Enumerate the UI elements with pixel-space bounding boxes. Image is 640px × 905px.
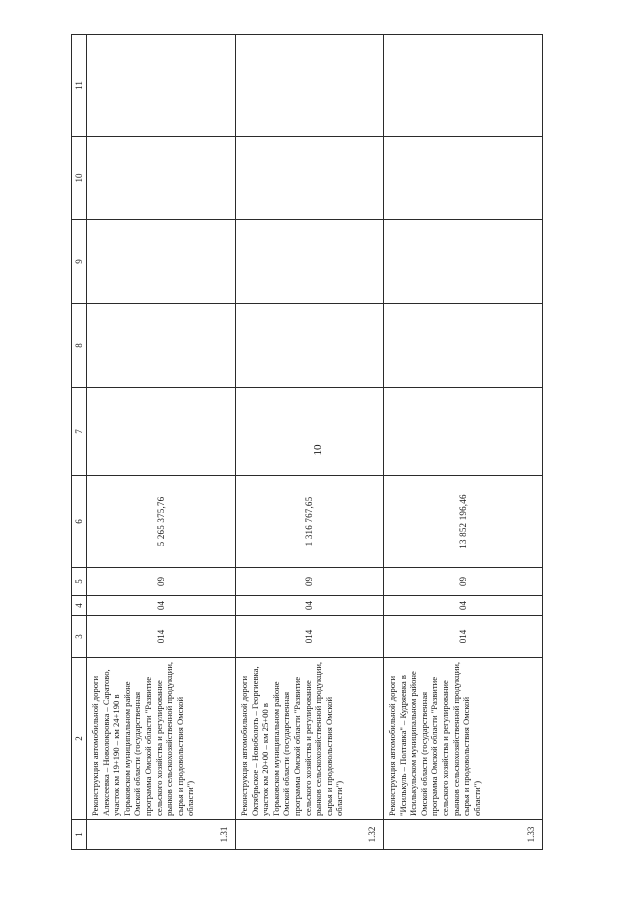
header-cell: 9: [72, 220, 87, 304]
row-cell-9: [236, 220, 384, 304]
rotated-table: [71, 35, 541, 850]
header-cell: 8: [72, 304, 87, 388]
row-cell-11: [384, 35, 543, 137]
row-code-5: 09: [384, 568, 543, 596]
row-cell-9: [384, 220, 543, 304]
row-code-3: 014: [384, 616, 543, 658]
row-cell-8: [87, 304, 236, 388]
row-cell-8: [384, 304, 543, 388]
row-amount: 13 852 196,46: [384, 476, 543, 568]
row-number: 1.31: [87, 820, 236, 850]
row-cell-10: [87, 137, 236, 220]
header-cell: 3: [72, 616, 87, 658]
row-cell-11: [236, 35, 384, 137]
row-description: Реконструкция автомобильной дороги Октябрьское – Новоболоть – Георгиевка, участок км 20+00 – км 25+00 в Горьковском муниципальном районе Омской области (государственная программа Омской области "Развитие сельского хозяйства и регулирование рынков сельскохозяйственной продукции, сырья и продовольствия Омской области"): [236, 658, 384, 820]
row-code-3: 014: [236, 616, 384, 658]
table-row: [87, 35, 236, 850]
row-cell-7: [87, 388, 236, 476]
page-number: 10: [312, 444, 324, 456]
header-cell: 7: [72, 388, 87, 476]
budget-table: [71, 34, 543, 850]
row-code-4: 04: [87, 596, 236, 616]
header-cell: 2: [72, 658, 87, 820]
row-amount: 1 316 767,65: [236, 476, 384, 568]
header-cell: 6: [72, 476, 87, 568]
header-row: [72, 35, 87, 850]
row-description: Реконструкция автомобильной дороги Алексеевка – Новолокровка – Саратово, участок км 19+190 – км 24+190 в Горьковском муниципальном районе Омской области (государственная программа Омской области "Развитие сельского хозяйства и регулирование рынков сельскохозяйственной продукции, сырья и продовольствия Омской области"): [87, 658, 236, 820]
row-code-3: 014: [87, 616, 236, 658]
row-code-5: 09: [236, 568, 384, 596]
row-number: 1.32: [236, 820, 384, 850]
row-code-4: 04: [236, 596, 384, 616]
row-amount: 5 265 375,76: [87, 476, 236, 568]
row-cell-9: [87, 220, 236, 304]
header-cell: 4: [72, 596, 87, 616]
header-cell: 11: [72, 35, 87, 137]
header-cell: 10: [72, 137, 87, 220]
row-cell-11: [87, 35, 236, 137]
row-number: 1.33: [384, 820, 543, 850]
row-cell-7: [236, 388, 384, 476]
header-cell: 1: [72, 820, 87, 850]
row-description: Реконструкция автомобильной дороги "Исилькуль – Полтавка" – Кудряевка в Исилькульском муниципальном районе Омской области (государственная программа Омской области "Развитие сельского хозяйства и регулирование рынков сельскохозяйственной продукции, сырья и продовольствия Омской области"): [384, 658, 543, 820]
row-code-5: 09: [87, 568, 236, 596]
row-code-4: 04: [384, 596, 543, 616]
table-row: [384, 35, 543, 850]
row-cell-7: [384, 388, 543, 476]
row-cell-10: [236, 137, 384, 220]
row-cell-10: [384, 137, 543, 220]
rotated-table-region: [71, 35, 536, 850]
table-row: [236, 35, 384, 850]
header-cell: 5: [72, 568, 87, 596]
row-cell-8: [236, 304, 384, 388]
